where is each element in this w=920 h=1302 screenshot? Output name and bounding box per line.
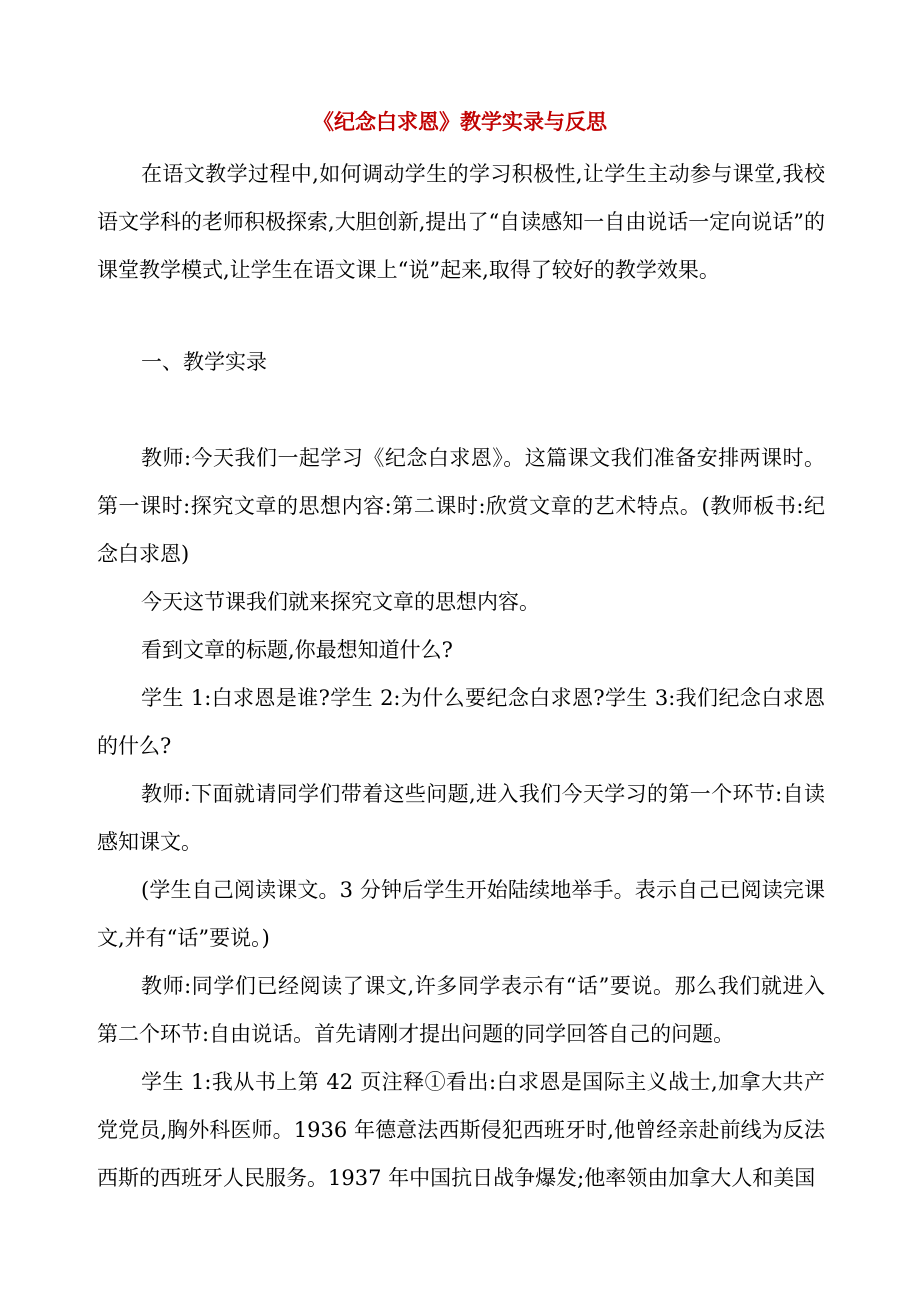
teacher-opening-paragraph: 教师:今天我们一起学习《纪念白求恩》。这篇课文我们准备安排两课时。第一课时:探究文章的思想内容:第二课时:欣赏文章的艺术特点。(教师板书:纪念白求恩) — [97, 446, 825, 566]
lesson-goal-paragraph: 今天这节课我们就来探究文章的思想内容。 — [141, 590, 540, 614]
teacher-instruction-paragraph: 教师:下面就请同学们带着这些问题,进入我们今天学习的第一个环节:自读感知课文。 — [97, 782, 825, 854]
student-questions-paragraph: 学生 1:白求恩是谁?学生 2:为什么要纪念白求恩?学生 3:我们纪念白求恩的什么? — [97, 686, 825, 758]
student-answer-paragraph: 学生 1:我从书上第 42 页注释①看出:白求恩是国际主义战士,加拿大共产党党员,胸外科医师。1936 年德意法西斯侵犯西班牙时,他曾经亲赴前线为反法西斯的西班牙人民服务。1937 年中国抗日战争爆发;他率领由加拿大人和美国 — [97, 1070, 825, 1190]
question-paragraph: 看到文章的标题,你最想知道什么? — [141, 638, 453, 662]
intro-paragraph: 在语文教学过程中,如何调动学生的学习积极性,让学生主动参与课堂,我校语文学科的老师积极探索,大胆创新,提出了“自读感知一自由说话一定向说话”的课堂教学模式,让学生在语文课上“说”起来,取得了较好的教学效果。 — [97, 162, 825, 282]
teacher-second-step-paragraph: 教师:同学们已经阅读了课文,许多同学表示有“话”要说。那么我们就进入第二个环节:自由说话。首先请刚才提出问题的同学回答自己的问题。 — [97, 974, 825, 1046]
document-title: 《纪念白求恩》教学实录与反思 — [313, 110, 607, 134]
student-reading-paragraph: (学生自己阅读课文。3 分钟后学生开始陆续地举手。表示自己已阅读完课文,并有“话”要说。) — [97, 878, 825, 950]
section-heading-teaching-record: 一、教学实录 — [141, 350, 267, 374]
